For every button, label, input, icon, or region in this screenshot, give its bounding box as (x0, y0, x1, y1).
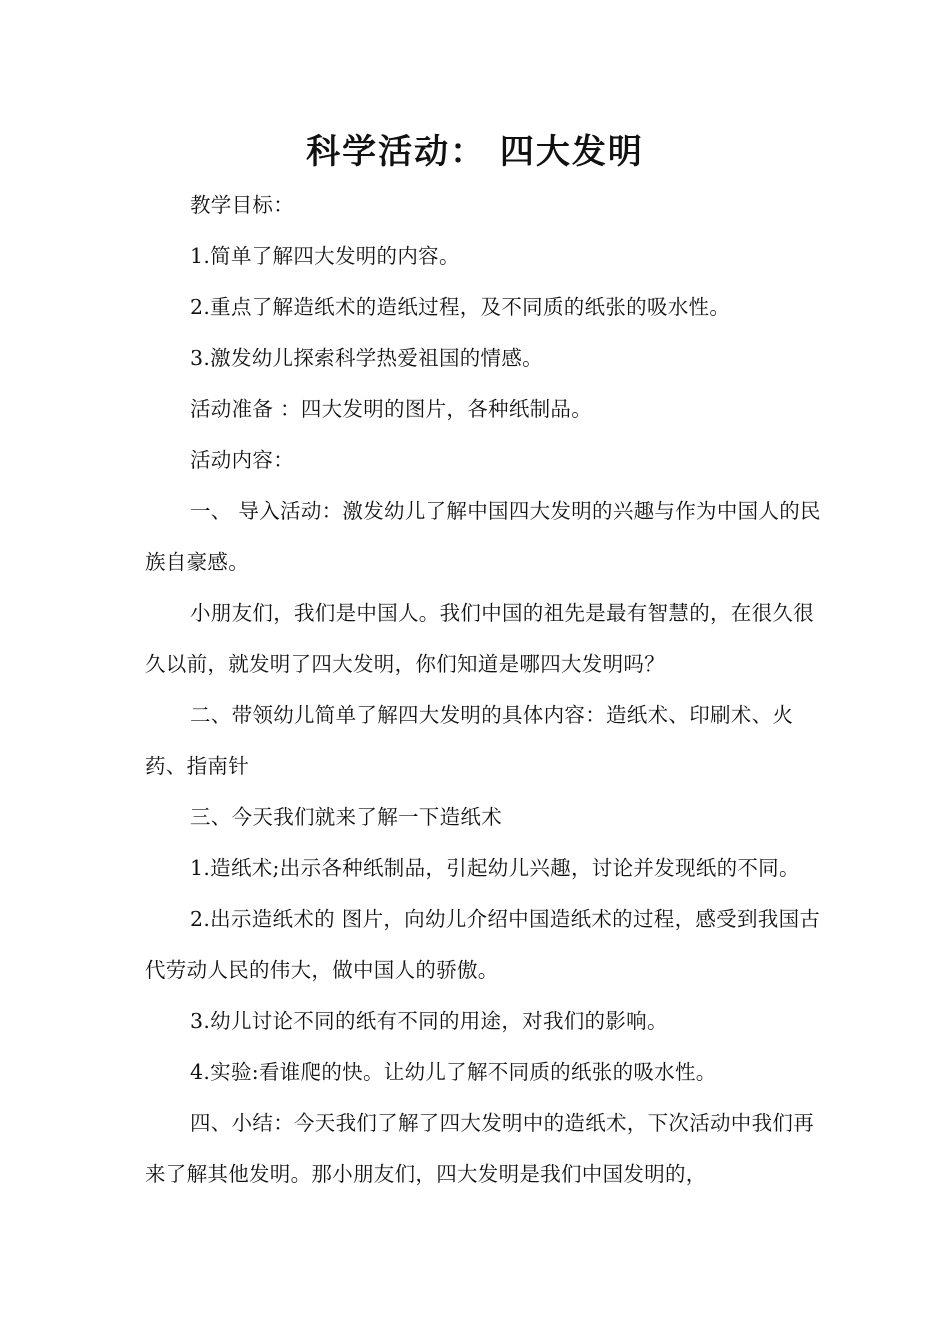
paragraph-step-2: 2.出示造纸术的 图片，向幼儿介绍中国造纸术的过程，感受到我国古代劳动人民的伟大，做中国人的骄傲。 (145, 907, 821, 982)
paragraph-content-heading: 活动内容： (190, 448, 294, 472)
paragraph-intro-dialogue: 小朋友们，我们是中国人。我们中国的祖先是最有智慧的，在很久很久以前，就发明了四大发明，你们知道是哪四大发明吗？ (145, 601, 814, 676)
paragraph-step-4: 4.实验:看谁爬的快。让幼儿了解不同质的纸张的吸水性。 (190, 1060, 717, 1084)
paragraph-section-1: 一、 导入活动：激发幼儿了解中国四大发明的兴趣与作为中国人的民族自豪感。 (145, 499, 821, 574)
paragraph-preparation: 活动准备 ：四大发明的图片，各种纸制品。 (190, 397, 593, 421)
paragraph-objective-3: 3.激发幼儿探索科学热爱祖国的情感。 (190, 346, 543, 370)
paragraph-step-3: 3.幼儿讨论不同的纸有不同的用途，对我们的影响。 (190, 1009, 668, 1033)
paragraph-objectives-heading: 教学目标： (190, 193, 294, 217)
paragraph-objective-2: 2.重点了解造纸术的造纸过程，及不同质的纸张的吸水性。 (190, 295, 731, 319)
paragraph-objective-1: 1.简单了解四大发明的内容。 (190, 244, 460, 268)
paragraph-section-4: 四、小结：今天我们了解了四大发明中的造纸术，下次活动中我们再来了解其他发明。那小朋友们，四大发明是我们中国发明的， (145, 1111, 814, 1186)
paragraph-section-3: 三、今天我们就来了解一下造纸术 (190, 805, 502, 829)
paragraph-step-1: 1.造纸术;出示各种纸制品，引起幼儿兴趣，讨论并发现纸的不同。 (190, 856, 800, 880)
paragraph-section-2: 二、带领幼儿简单了解四大发明的具体内容：造纸术、印刷术、火药、指南针 (145, 703, 794, 778)
document-title: 科学活动： 四大发明 (306, 132, 644, 172)
document-body (145, 180, 825, 1200)
